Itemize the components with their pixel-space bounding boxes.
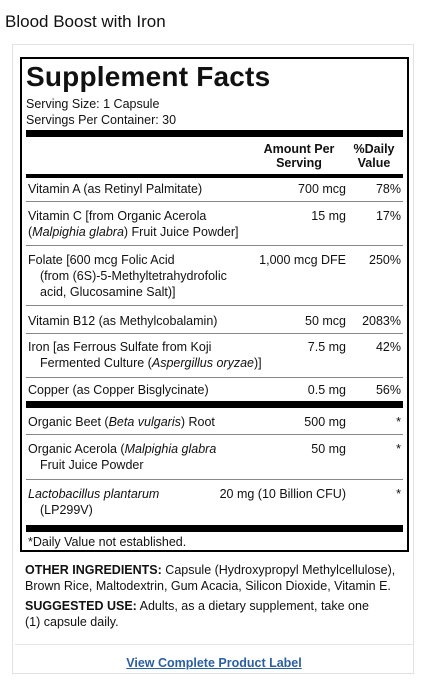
servings-per-container: Servings Per Container: 30 bbox=[26, 113, 177, 127]
view-complete-label-link[interactable]: View Complete Product Label bbox=[126, 656, 302, 670]
header-amount: Amount Per Serving bbox=[263, 142, 335, 170]
row-separator bbox=[26, 377, 403, 378]
product-title: Blood Boost with Iron bbox=[5, 12, 166, 31]
header-daily-value: %Daily Value bbox=[353, 142, 395, 170]
thick-divider bbox=[26, 401, 403, 408]
row-separator bbox=[26, 201, 403, 202]
other-ingredients: OTHER INGREDIENTS: Capsule (Hydroxypropyl Methylcellulose), Brown Rice, Maltodextrin, Gum Acacia, Silicon Dioxide, Vitamin E. bbox=[25, 563, 396, 593]
facts-title: Supplement Facts bbox=[26, 61, 271, 92]
suggested-use: SUGGESTED USE: Adults, as a dietary supplement, take one (1) capsule daily. bbox=[25, 599, 369, 629]
row-separator bbox=[26, 333, 403, 334]
section-divider bbox=[15, 644, 413, 645]
serving-size: Serving Size: 1 Capsule bbox=[26, 97, 160, 111]
thick-divider bbox=[26, 130, 403, 137]
daily-value-footnote: *Daily Value not established. bbox=[28, 535, 187, 549]
row-separator bbox=[26, 245, 403, 246]
supplement-facts-panel: Supplement Facts Serving Size: 1 Capsule Servings Per Container: 30 Amount Per Serving %Daily Value Vitamin A (as Retinyl Palmitate) 700 mcg 78% Vitamin C [from Organic Acerola (Malpighia glabra) Fruit Juice Powder] 15 mg 17% Folate [600 mcg Folic Acid (from (6S)-5-Methyltetrahydrofolic acid, Glucosamine Salt)] 1,000 mcg DFE 250% Vitamin B12 (as Methylcobalamin) 50 mcg 2083% Iron [as Ferrous Sulfate from Koji Fermented Culture (Aspergillus oryzae)] 7.5 mg 42% Copper (as Copper Bisglycinate) 0.5 mg 56% Organic Beet (Beta vulgaris) Root 500 mg * Organic Acerola (Malpighia glabra Fruit Juice Powder 50 mg * Lactobacillus plantarum (LP299V) 20 mg (10 Billion CFU) * *Daily Value not established. bbox=[20, 57, 409, 552]
row-separator bbox=[26, 434, 403, 435]
row-separator bbox=[26, 479, 403, 480]
thick-divider bbox=[26, 525, 403, 532]
header-divider bbox=[26, 174, 403, 178]
row-separator bbox=[26, 305, 403, 306]
